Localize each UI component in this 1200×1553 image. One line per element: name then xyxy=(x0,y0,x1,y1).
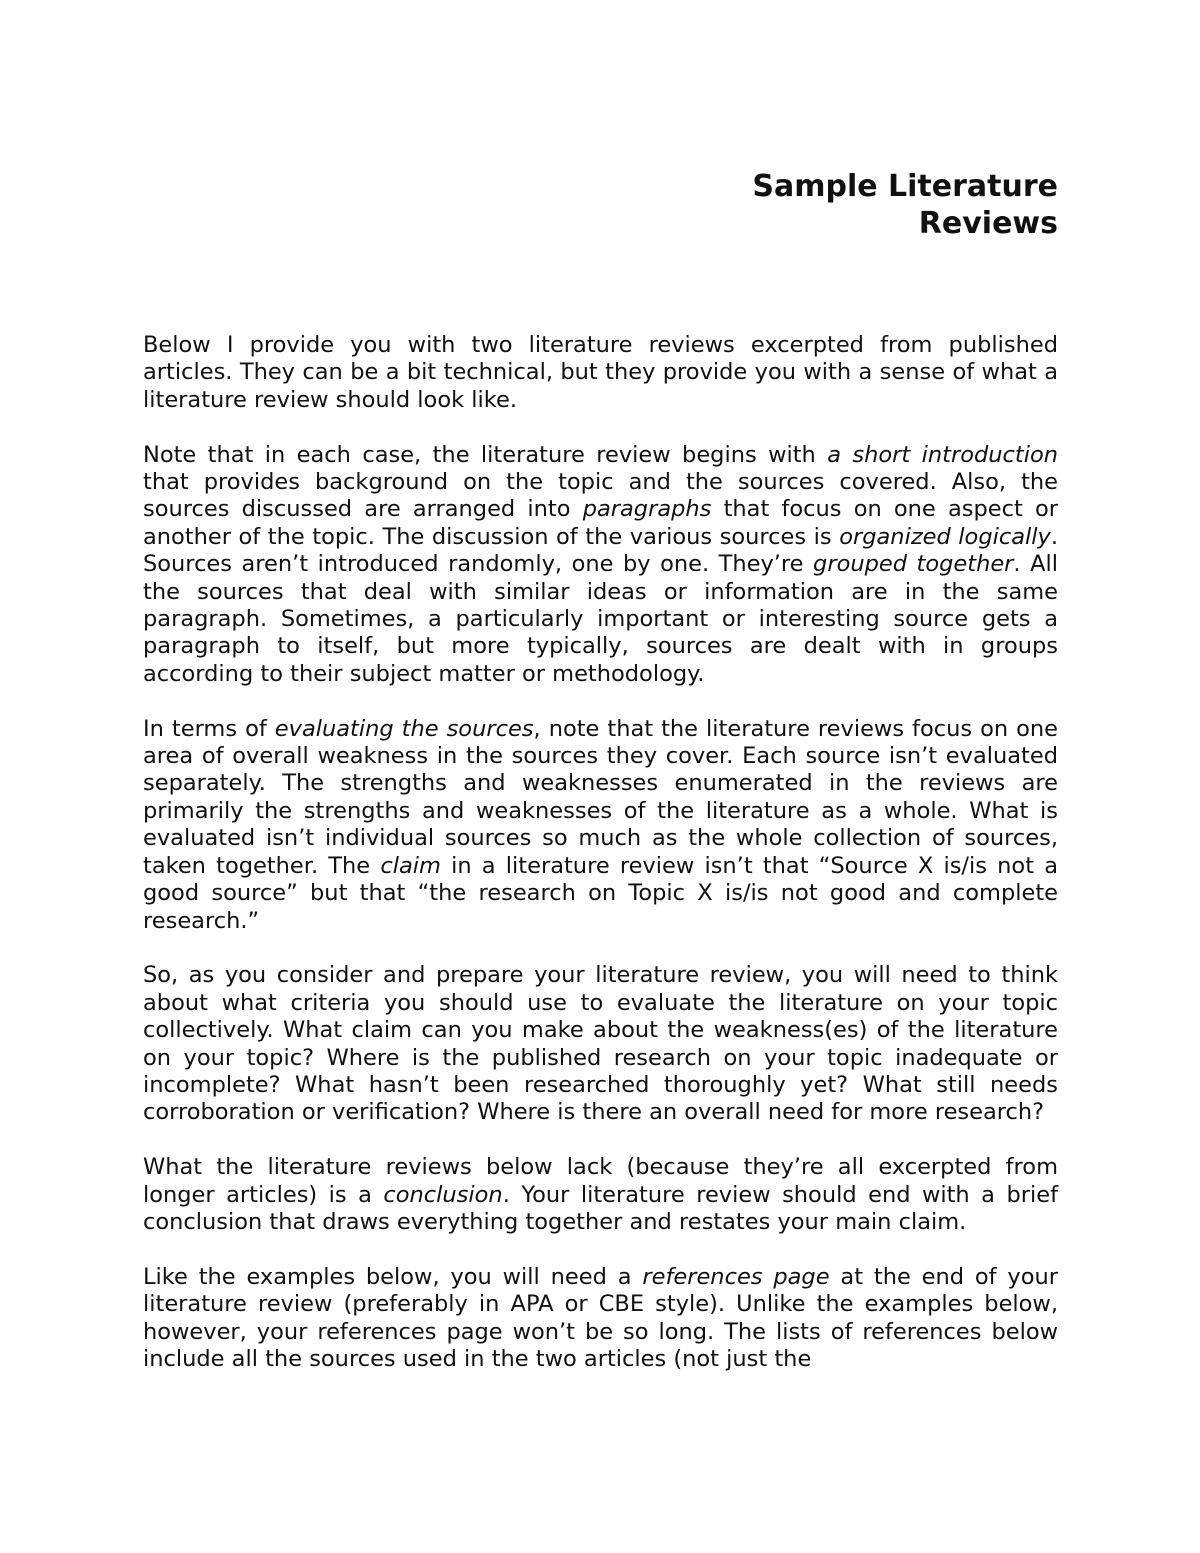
text-run: Note that in each case, the literature review begins with xyxy=(143,441,828,468)
text-run: in a literature review isn’t that “Source X is/is not a good source” but that “the research on Topic X is/is not good and complete research.” xyxy=(143,852,1058,934)
text-run: . Your literature review should end with a brief conclusion that draws everything together and restates your main claim. xyxy=(143,1181,1058,1235)
document-title xyxy=(143,168,1058,242)
emphasis-short-introduction: a short introduction xyxy=(827,441,1058,468)
emphasis-grouped-together: grouped together xyxy=(813,551,1014,578)
title-spacing xyxy=(143,242,1058,332)
emphasis-organized-logically: organized logically xyxy=(839,523,1051,550)
paragraph-evaluating xyxy=(143,716,1058,935)
paragraph-structure xyxy=(143,442,1058,689)
paragraph-criteria: So, as you consider and prepare your literature review, you will need to think about what criteria you should use to evaluate the literature on your topic collectively. What claim can you make about the weakness(es) of the literature on your topic? Where is the published research on your topic inadequate or incomplete? What hasn’t been researched thoroughly yet? What still needs corroboration or verification? Where is there an overall need for more research? xyxy=(143,962,1058,1126)
title-line-1: Sample Literature xyxy=(752,169,1058,204)
document-body xyxy=(143,168,1058,1401)
emphasis-conclusion: conclusion xyxy=(383,1181,503,1208)
title-line-2: Reviews xyxy=(918,206,1058,241)
text-run: Like the examples below, you will need a xyxy=(143,1263,643,1290)
emphasis-paragraphs: paragraphs xyxy=(582,496,712,523)
emphasis-evaluating-the-sources: evaluating the sources xyxy=(274,715,534,742)
paragraph-conclusion xyxy=(143,1154,1058,1236)
text-run: that focus on one aspect or another of the topic. The discussion of the various sources is xyxy=(143,496,1058,550)
text-run: What the literature reviews below lack (because they’re all excerpted from longer articles) is a xyxy=(143,1154,1058,1208)
text-run: In terms of xyxy=(143,715,275,742)
emphasis-references-page: references page xyxy=(642,1263,830,1290)
text-run: . All the sources that deal with similar ideas or information are in the same paragraph. Sometimes, a particularly important or interesting source gets a paragraph to itself, but more typically, sources are dealt with in groups according to their subject matter or methodology. xyxy=(143,551,1058,687)
text-run: . Sources aren’t introduced randomly, one by one. They’re xyxy=(143,523,1058,578)
emphasis-claim: claim xyxy=(380,852,441,879)
text-run: that provides background on the topic and the sources covered. Also, the sources discussed are arranged into xyxy=(143,469,1058,523)
text-run: at the end of your literature review (preferably in APA or CBE style). Unlike the examples below, however, your references page won’t be so long. The lists of references below include all the sources used in the two articles (not just the xyxy=(143,1263,1059,1372)
paragraph-intro: Below I provide you with two literature reviews excerpted from published articles. They can be a bit technical, but they provide you with a sense of what a literature review should look like. xyxy=(143,332,1058,413)
paragraph-references xyxy=(143,1264,1058,1374)
text-run: , note that the literature reviews focus on one area of overall weakness in the sources they cover. Each source isn’t evaluated separately. The strengths and weaknesses enumerated in the reviews are primarily the strengths and weaknesses of the literature as a whole. What is evaluated isn’t individual sources so much as the whole collection of sources, taken together. The xyxy=(143,715,1059,879)
